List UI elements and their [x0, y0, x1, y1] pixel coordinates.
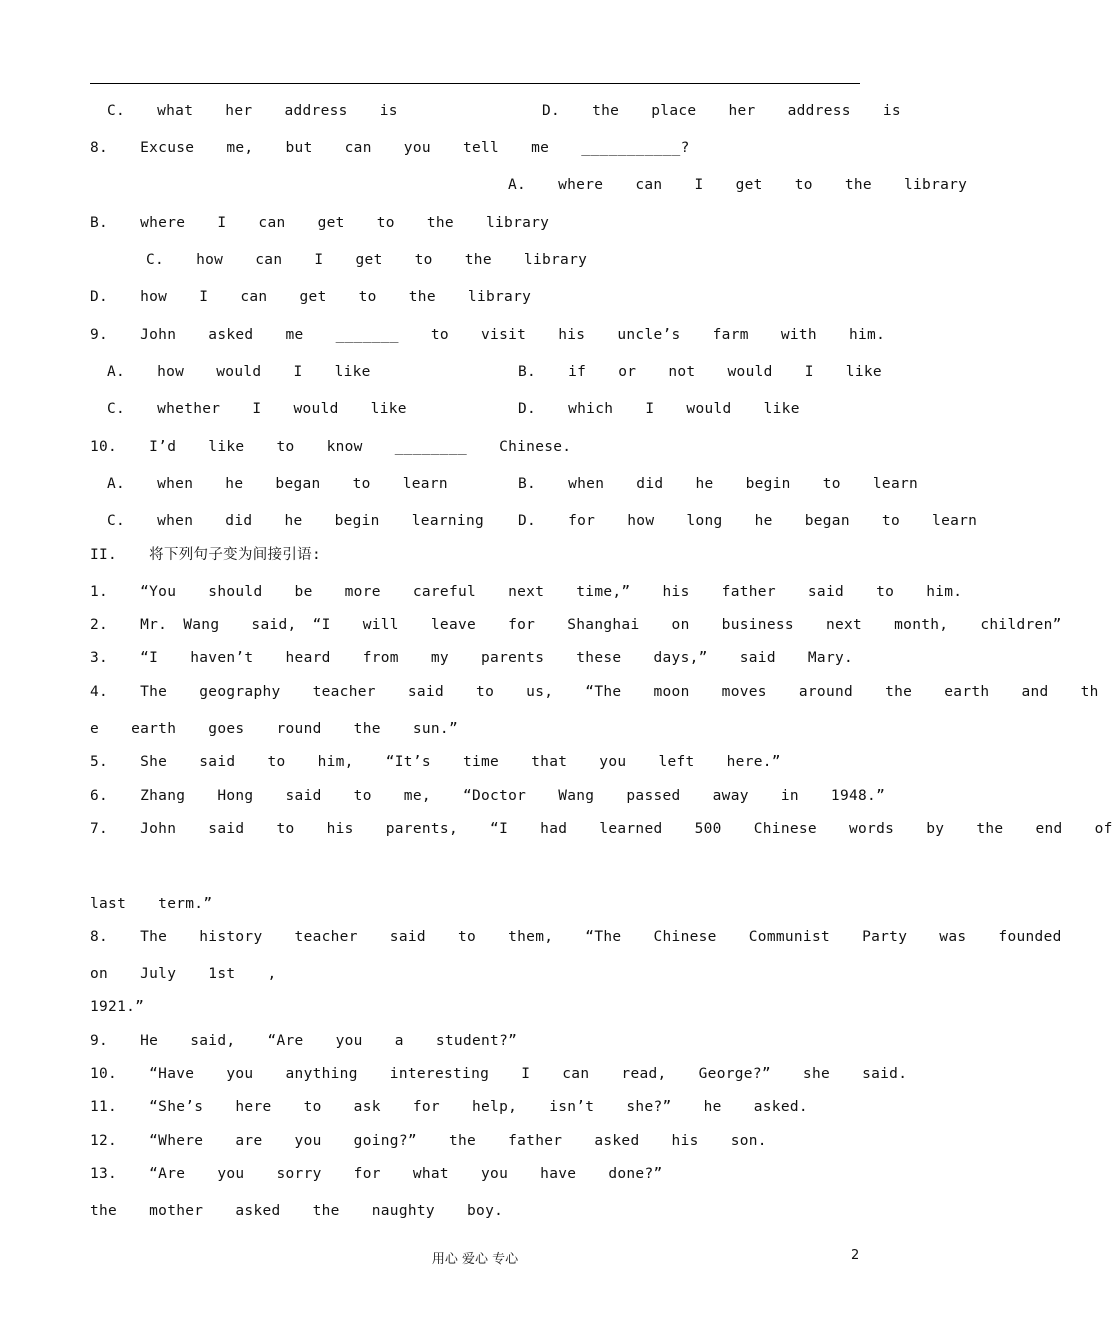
q10-option-c: C. when did he begin learning [107, 513, 485, 529]
section-2-item-7-line-1: 7. John said to his parents, “I had learned 500 Chinese words by the end of [90, 821, 1113, 837]
section-2-item-11: 11. “She’s here to ask for help, isn’t she?” he asked. [90, 1099, 808, 1115]
section-2-item-5: 5. She said to him, “It’s time that you left here.” [90, 754, 781, 770]
q9-option-c: C. whether I would like [107, 401, 407, 417]
q10-option-a: A. when he began to learn [107, 476, 448, 492]
header-rule [90, 83, 860, 84]
section-2-item-4-line-2: e earth goes round the sun.” [90, 721, 458, 737]
section-2-item-2: 2. Mr. Wang said, “I will leave for Shanghai on business next month, children” [90, 617, 1062, 633]
section-2-item-8-line-2: on July 1st , [90, 966, 277, 982]
section-2-item-1: 1. “You should be more careful next time,” his father said to him. [90, 584, 963, 600]
q10-option-d: D. for how long he began to learn [518, 513, 978, 529]
section-2-item-13-line-2: the mother asked the naughty boy. [90, 1203, 504, 1219]
question-8: 8. Excuse me, but can you tell me ___________? [90, 140, 690, 156]
q8-option-c: C. how can I get to the library [146, 252, 588, 268]
q8-option-a: A. where can I get to the library [508, 177, 968, 193]
question-9: 9. John asked me _______ to visit his uncle’s farm with him. [90, 327, 886, 343]
q9-option-a: A. how would I like [107, 364, 371, 380]
section-2-item-8-line-3: 1921.” [90, 999, 145, 1015]
q7-option-d: D. the place her address is [542, 103, 901, 119]
section-2-item-6: 6. Zhang Hong said to me, “Doctor Wang passed away in 1948.” [90, 788, 886, 804]
section-2-item-8-line-1: 8. The history teacher said to them, “The Chinese Communist Party was founded [90, 929, 1062, 945]
page-number: 2 [851, 1248, 860, 1263]
q9-option-b: B. if or not would I like [518, 364, 882, 380]
section-2-item-3: 3. “I haven’t heard from my parents these days,” said Mary. [90, 650, 854, 666]
q8-option-d: D. how I can get to the library [90, 289, 532, 305]
q8-option-b: B. where I can get to the library [90, 215, 550, 231]
section-2-item-9: 9. He said, “Are you a student?” [90, 1033, 518, 1049]
q10-option-b: B. when did he begin to learn [518, 476, 919, 492]
question-10: 10. I’d like to know ________ Chinese. [90, 439, 572, 455]
section-2-heading: II. 将下列句子变为间接引语: [90, 547, 321, 563]
section-2-item-13-line-1: 13. “Are you sorry for what you have done?” [90, 1166, 663, 1182]
section-2-item-10: 10. “Have you anything interesting I can read, George?” she said. [90, 1066, 908, 1082]
section-2-item-4-line-1: 4. The geography teacher said to us, “The moon moves around the earth and th [90, 684, 1099, 700]
section-2-item-12: 12. “Where are you going?” the father asked his son. [90, 1133, 767, 1149]
q7-option-c: C. what her address is [107, 103, 398, 119]
page-footer: 用心 爱心 专心 [431, 1252, 519, 1267]
q9-option-d: D. which I would like [518, 401, 800, 417]
section-2-item-7-line-2: last term.” [90, 896, 213, 912]
